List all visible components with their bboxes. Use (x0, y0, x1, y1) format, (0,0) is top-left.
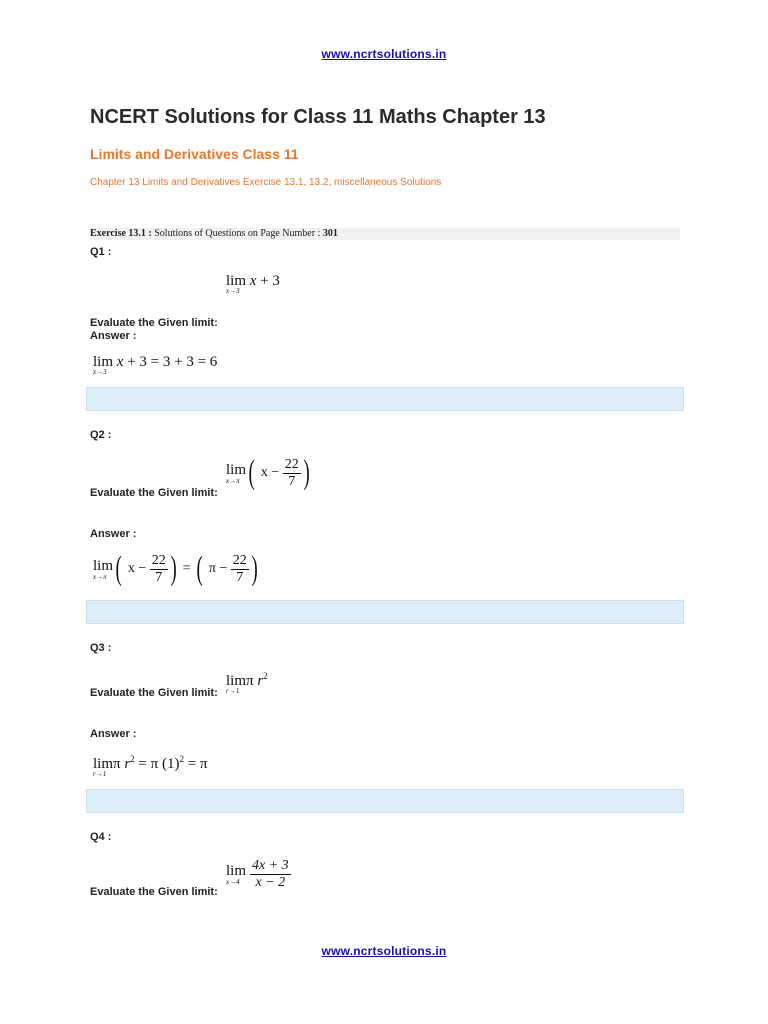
answer-expression: lim x + 3 = 3 + 3 = 6 (93, 354, 218, 370)
fraction-denominator: 7 (155, 569, 163, 585)
limit-subscript: x→π (226, 476, 240, 485)
fraction-denominator: 7 (236, 569, 244, 585)
answer-math: lim x→π ( x − $\frac{22}{7}$ ) = ( π − $\frac{22}{7}$ ) (93, 550, 258, 587)
page-description: Chapter 13 Limits and Derivatives Exercise 13.1, 13.2, miscellaneous Solutions (90, 177, 442, 188)
page-subtitle: Limits and Derivatives Class 11 (90, 146, 299, 162)
fraction-numerator: 22 (151, 552, 166, 568)
question-math (226, 273, 280, 295)
question-math: lim x→π ( x − $\frac{22}{7}$ ) (226, 454, 310, 491)
question-math: lim x→4 $\frac{4x + 3}{x - 2}$ (226, 858, 289, 890)
limit-subscript: r→1 (226, 687, 240, 695)
page-title: NCERT Solutions for Class 11 Maths Chapter 13 (90, 106, 546, 128)
exercise-label: Exercise 13.1 : (90, 228, 152, 239)
exercise-text: Solutions of Questions on Page Number : (151, 228, 323, 239)
answer-math (93, 754, 208, 778)
question-label: Q3 : (90, 642, 112, 654)
answer-expression: limπ $r^2 = \pi$ $(1)^2 = \pi$ (93, 754, 208, 772)
divider-band (86, 387, 684, 411)
fraction-denominator: x − 2 (255, 875, 286, 890)
question-label: Q1 : (90, 246, 112, 258)
fraction-numerator: 4x + 3 (252, 858, 289, 873)
limit-subscript: x→4 (226, 878, 240, 886)
evaluate-label: Evaluate the Given limit: (90, 317, 218, 329)
header-site-link[interactable]: www.ncrtsolutions.in (321, 47, 447, 61)
divider-band (86, 789, 684, 813)
evaluate-label: Evaluate the Given limit: (90, 487, 218, 499)
limit-subscript: x→π (93, 572, 107, 581)
divider-band (86, 600, 684, 624)
question-math (226, 671, 268, 695)
answer-math (93, 354, 217, 376)
exercise-page: 301 (322, 228, 338, 239)
fraction-numerator: 22 (284, 456, 299, 472)
fraction-denominator: 7 (288, 473, 296, 489)
evaluate-label: Evaluate the Given limit: (90, 886, 218, 898)
answer-label: Answer : (90, 330, 137, 342)
footer-site-link[interactable]: www.ncrtsolutions.in (321, 944, 447, 958)
limit-subscript: r→1 (93, 770, 107, 778)
limit-subscript: x→3 (226, 287, 240, 295)
limit-expression: limπ $r^2$ (226, 671, 268, 689)
question-label: Q4 : (90, 831, 112, 843)
question-label: Q2 : (90, 429, 112, 441)
exercise-bar (90, 228, 680, 240)
answer-label: Answer : (90, 528, 137, 540)
limit-subscript: x→3 (93, 368, 107, 376)
evaluate-label: Evaluate the Given limit: (90, 687, 218, 699)
answer-label: Answer : (90, 728, 137, 740)
fraction-numerator: 22 (232, 552, 247, 568)
limit-expression: lim x + 3 (226, 273, 280, 289)
